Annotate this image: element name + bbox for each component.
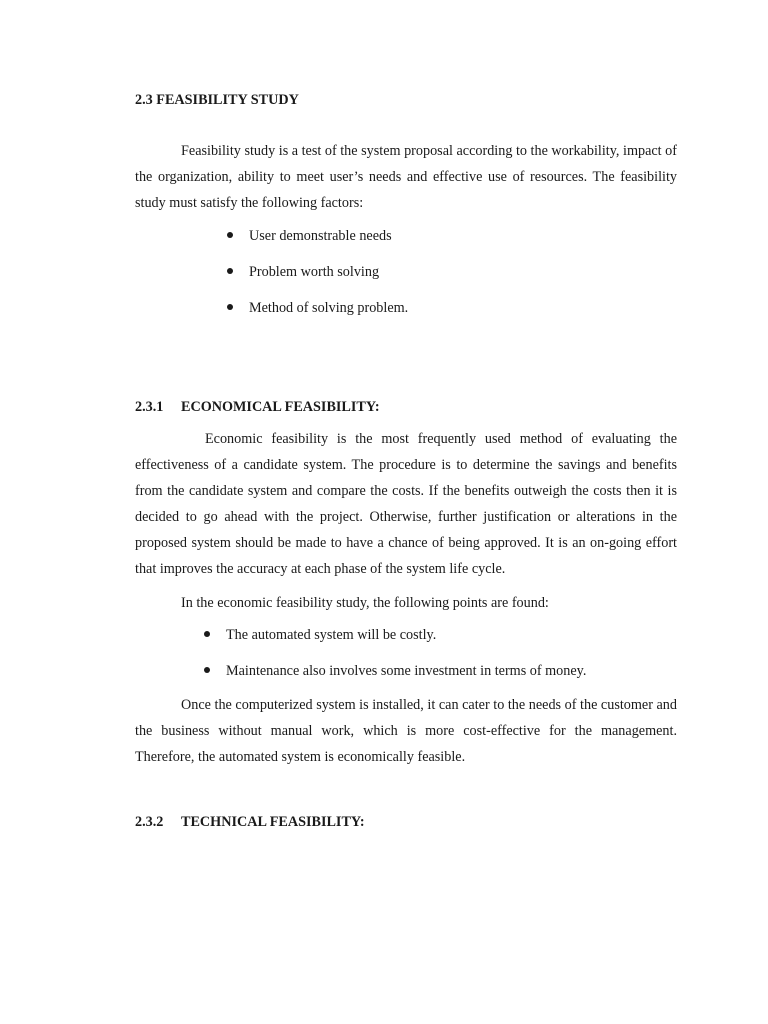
intro-paragraph: Feasibility study is a test of the system proposal according to the workability, impact of the organization, ability to meet user’s needs and effective use of resources. The feasibility study must satisfy the following factors: (135, 143, 677, 211)
subsection-heading-technical (135, 814, 365, 831)
economic-paragraph: Economic feasibility is the most frequently used method of evaluating the effectiveness of a candidate system. The procedure is to determine the savings and benefits from the candidate system and compare the costs. If the benefits outweigh the costs then it is decided to go ahead with the project. Otherwise, further justification or alterations in the proposed system should be made to have a chance of being approved. It is an on-going effort that improves the accuracy at each phase of the system life cycle. (135, 431, 677, 577)
subsection-number: 2.3.1 (135, 399, 164, 415)
subsection-title: ECONOMICAL FEASIBILITY: (181, 399, 380, 415)
bullet-icon (227, 268, 233, 274)
list-item-text: The automated system will be costly. (226, 627, 437, 643)
subsection-heading-economical (135, 399, 380, 416)
list-item-text: Maintenance also involves some investment in terms of money. (226, 663, 587, 679)
subsection-title: TECHNICAL FEASIBILITY: (181, 814, 365, 830)
list-item-text: Problem worth solving (249, 264, 380, 280)
bullet-icon (227, 304, 233, 310)
bullet-icon (204, 667, 210, 673)
bullet-icon (227, 232, 233, 238)
points-intro: In the economic feasibility study, the following points are found: (181, 595, 549, 611)
subsection-number: 2.3.2 (135, 814, 164, 830)
bullet-icon (204, 631, 210, 637)
section-heading: 2.3 FEASIBILITY STUDY (135, 92, 299, 108)
list-item-text: User demonstrable needs (249, 228, 392, 244)
list-item-text: Method of solving problem. (249, 300, 409, 316)
conclusion-paragraph: Once the computerized system is installed, it can cater to the needs of the customer and the business without manual work, which is more cost-effective for the management. Therefore, the automated system is economically feasible. (135, 697, 677, 765)
